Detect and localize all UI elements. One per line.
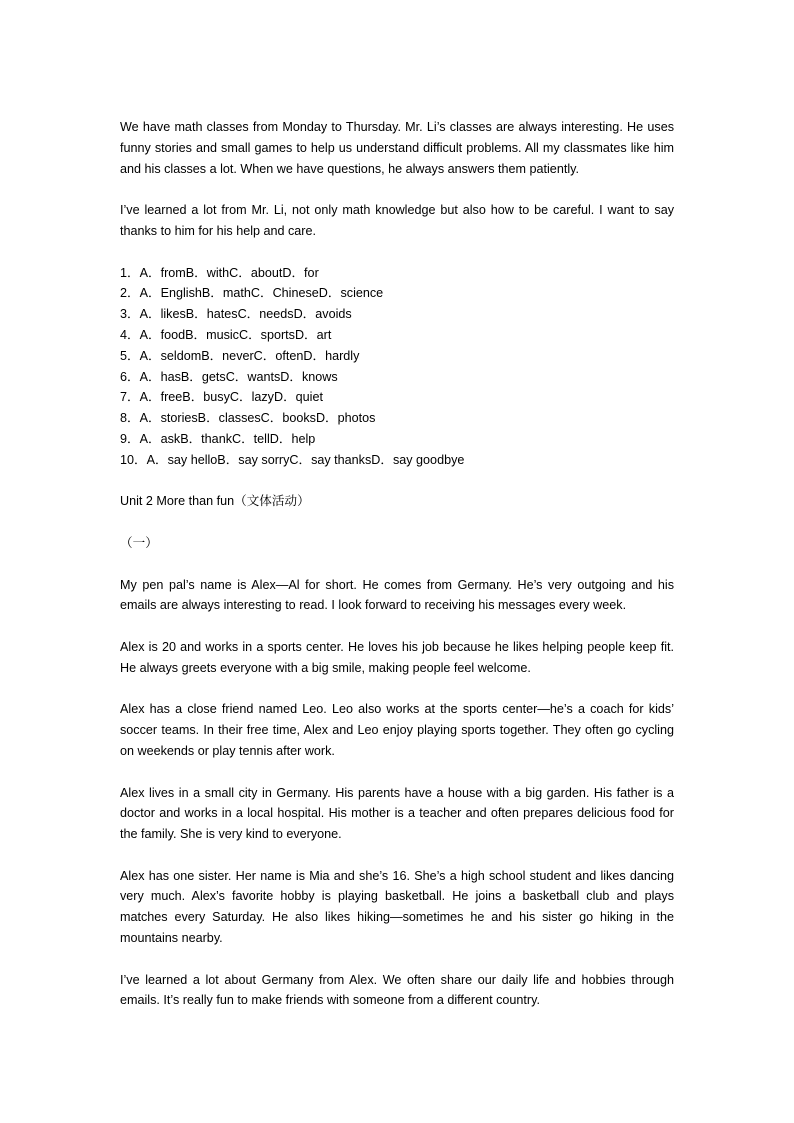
option-row-5: 5．A．seldomB．neverC．oftenD．hardly [120, 348, 360, 363]
passage1-paragraph-1: We have math classes from Monday to Thursday. Mr. Li’s classes are always interesting. He uses funny stories and small games to help us understand difficult problems. All my classmates like him and his classes a lot. When we have questions, he always answers them patiently. [120, 120, 674, 176]
passage2-paragraph-5: Alex has one sister. Her name is Mia and she’s 16. She’s a high school student and likes dancing very much. Alex’s favorite hobby is playing basketball. He joins a basketball club and plays matches every Saturday. He also likes hiking—sometimes he and his sister go hiking in the mountains nearby. [120, 868, 674, 946]
option-row-1: 1．A．fromB．withC．aboutD．for [120, 265, 319, 280]
unit-title: Unit 2 More than fun（文体活动） [120, 494, 310, 509]
passage2-paragraph-6: I’ve learned a lot about Germany from Alex. We often share our daily life and hobbies through emails. It’s really fun to make friends with someone from a different country. [120, 972, 674, 1008]
option-row-9: 9．A．askB．thankC．tellD．help [120, 431, 316, 446]
passage2-paragraph-4: Alex lives in a small city in Germany. His parents have a house with a big garden. His father is a doctor and works in a local hospital. His mother is a teacher and often prepares delicious food for the family. She is very kind to everyone. [120, 785, 674, 842]
section-number: （一） [120, 535, 158, 550]
passage1-paragraph-2: I’ve learned a lot from Mr. Li, not only math knowledge but also how to be careful. I want to say thanks to him for his help and care. [120, 203, 674, 238]
passage2-paragraph-1: My pen pal’s name is Alex—Al for short. He comes from Germany. He’s very outgoing and his emails are always interesting to read. I look forward to receiving his messages every week. [120, 577, 674, 613]
option-row-2: 2．A．EnglishB．mathC．ChineseD．science [120, 286, 384, 301]
option-row-6: 6．A．hasB．getsC．wantsD．knows [120, 369, 338, 384]
option-row-10: 10．A．say helloB．say sorryC．say thanksD．say goodbye [120, 452, 465, 467]
option-row-7: 7．A．freeB．busyC．lazyD．quiet [120, 390, 323, 405]
option-row-8: 8．A．storiesB．classesC．booksD．photos [120, 411, 376, 426]
document-page [120, 117, 674, 1032]
answer-options-list [120, 263, 674, 471]
option-row-4: 4．A．foodB．musicC．sportsD．art [120, 327, 332, 342]
option-row-3: 3．A．likesB．hatesC．needsD．avoids [120, 307, 352, 322]
passage2-paragraph-3: Alex has a close friend named Leo. Leo also works at the sports center—he’s a coach for kids’ soccer teams. In their free time, Alex and Leo enjoy playing sports together. They often go cycling on weekends or play tennis after work. [120, 702, 674, 758]
passage2-paragraph-2: Alex is 20 and works in a sports center. He loves his job because he likes helping people keep fit. He always greets everyone with a big smile, making people feel welcome. [120, 639, 674, 675]
